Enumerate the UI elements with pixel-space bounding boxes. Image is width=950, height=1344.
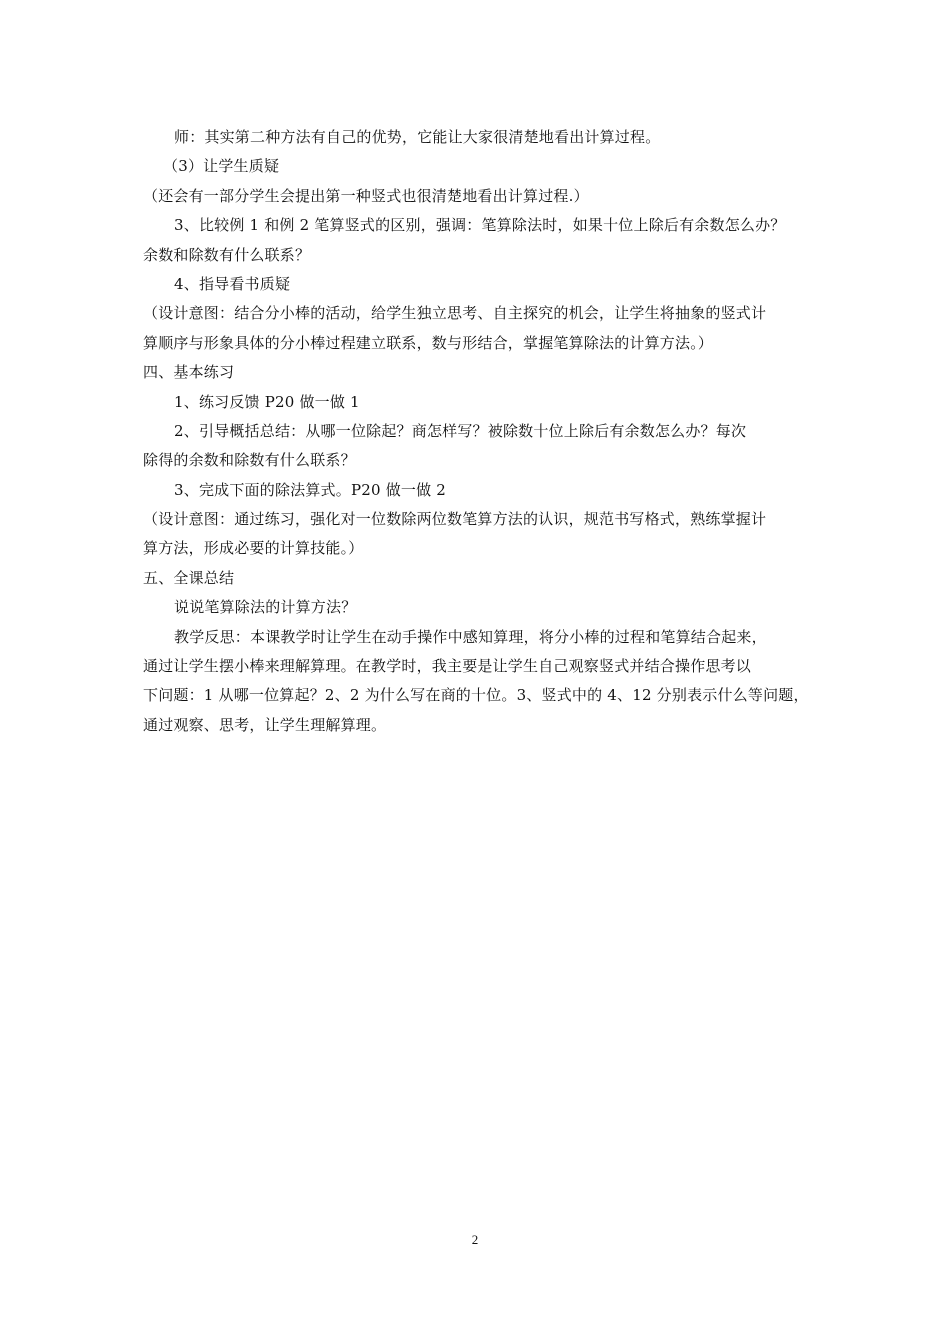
text-line: 算顺序与形象具体的分小棒过程建立联系，数与形结合，掌握笔算除法的计算方法。）: [143, 333, 714, 352]
text-line: 3、完成下面的除法算式。P20 做一做 2: [174, 480, 447, 499]
text-line: 师：其实第二种方法有自己的优势，它能让大家很清楚地看出计算过程。: [174, 128, 661, 146]
text-line: 1、练习反馈 P20 做一做 1: [174, 392, 360, 411]
text-line: 除得的余数和除数有什么联系？: [143, 451, 356, 470]
text-line: 3、比较例 1 和例 2 笔算竖式的区别，强调：笔算除法时，如果十位上除后有余数怎么办？: [174, 216, 786, 235]
text-line: 五、全课总结: [143, 568, 235, 587]
text-line: （设计意图：结合分小棒的活动，给学生独立思考、自主探究的机会，让学生将抽象的竖式计: [143, 304, 767, 323]
text-line: 下问题：1 从哪一位算起？2、2 为什么写在商的十位。3、竖式中的 4、12 分别表示什么等问题，: [143, 686, 809, 705]
text-line: （还会有一部分学生会提出第一种竖式也很清楚地看出计算过程.）: [143, 186, 589, 205]
text-line: 通过观察、思考，让学生理解算理。: [143, 715, 387, 734]
text-line: 教学反思：本课教学时让学生在动手操作中感知算理，将分小棒的过程和笔算结合起来，: [174, 627, 767, 646]
text-line: 通过让学生摆小棒来理解算理。在教学时，我主要是让学生自己观察竖式并结合操作思考以: [143, 657, 752, 676]
text-line: （设计意图：通过练习，强化对一位数除两位数笔算方法的认识，规范书写格式，熟练掌握计: [143, 510, 767, 529]
text-line: 2、引导概括总结：从哪一位除起？商怎样写？被除数十位上除后有余数怎么办？每次: [174, 421, 747, 440]
text-line: 说说笔算除法的计算方法？: [174, 598, 357, 617]
text-line: 算方法，形成必要的计算技能。）: [143, 539, 364, 558]
text-line: （3）让学生质疑: [163, 157, 280, 176]
text-line: 余数和除数有什么联系？: [143, 245, 311, 264]
page-number: 2: [471, 1232, 479, 1247]
document-body: [143, 123, 823, 740]
text-line: 4、指导看书质疑: [174, 274, 291, 293]
text-line: 四、基本练习: [143, 363, 235, 382]
